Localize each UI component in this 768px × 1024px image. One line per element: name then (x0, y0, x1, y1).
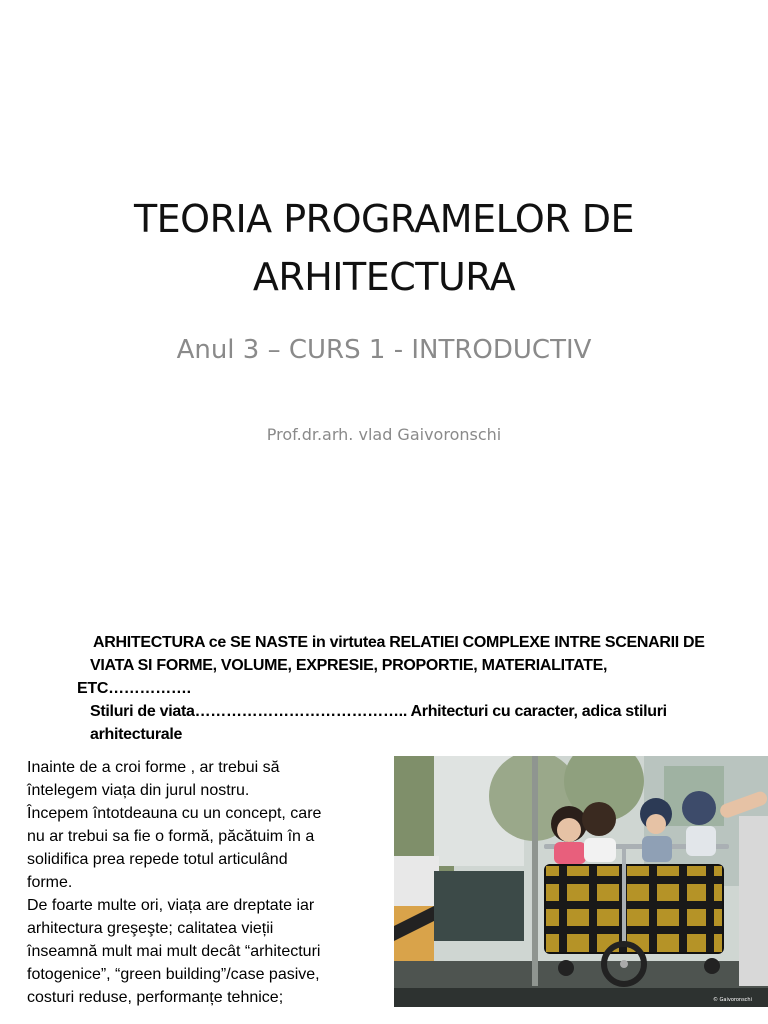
body-line: nu ar trebui sa fie o formă, păcătuim în a (27, 828, 315, 845)
slide-author: Prof.dr.arh. vlad Gaivoronschi (266, 425, 502, 444)
body-line: înseamnă mult mai mult decât “arhitecturi (27, 943, 321, 960)
intro-line-2: VIATA SI FORME, VOLUME, EXPRESIE, PROPORTIE, MATERIALITATE, (90, 657, 608, 674)
body-line: arhitectura greşeşte; calitatea vieții (27, 920, 274, 937)
slide-subtitle: Anul 3 – CURS 1 - INTRODUCTIV (176, 335, 592, 365)
photo-credit: © Gaivoronschi (712, 997, 752, 1003)
body-line: Începem întotdeauna cu un concept, care (27, 805, 322, 822)
title-line-1: TEORIA PROGRAMELOR DE (133, 197, 635, 241)
intro-line-4: Stiluri de viata………………………………….. Arhitecturi cu caracter, adica stiluri (90, 703, 667, 720)
body-line: fotogenice”, “green building”/case pasive, (27, 966, 320, 983)
intro-paragraph (77, 631, 730, 746)
body-line: Inainte de a croi forme , ar trebui să (27, 759, 280, 776)
photo-illustration (394, 756, 768, 1007)
body-line: forme. (27, 874, 73, 891)
body-line: costuri reduse, performanțe tehnice; (27, 989, 284, 1006)
street-photo (394, 756, 768, 1007)
body-line: solidifica prea repede totul articulând (27, 851, 288, 868)
intro-line-1: ARHITECTURA ce SE NASTE in virtutea RELATIEI COMPLEXE INTRE SCENARII DE (93, 634, 705, 651)
slide-title (40, 190, 728, 306)
body-line: De foarte multe ori, viața are dreptate iar (27, 897, 315, 914)
intro-line-5: arhitecturale (90, 726, 183, 743)
intro-line-3: ETC……………. (77, 680, 191, 697)
body-line: întelegem viața din jurul nostru. (27, 782, 250, 799)
body-paragraph (27, 756, 327, 1009)
title-line-2: ARHITECTURA (252, 255, 516, 299)
